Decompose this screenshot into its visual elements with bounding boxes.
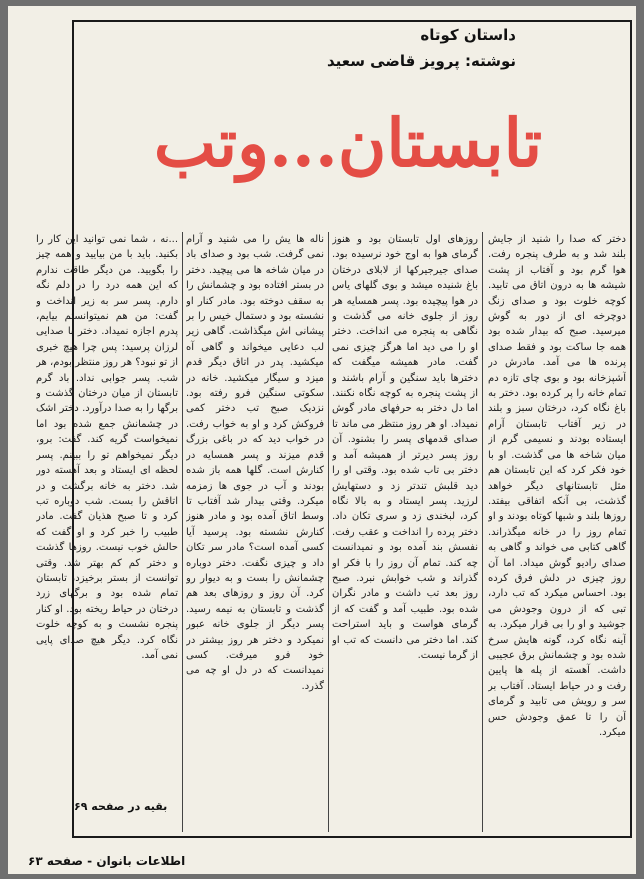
column-divider — [328, 232, 329, 832]
text-column-1 — [488, 232, 626, 837]
column-text: دختر که صدا را شنید از جایش بلند شد و به طرف پنجره رفت. هوا گرم بود و آفتاب از پشت شیشه ها به درون اتاق می تابید. کوچه خلوت بود و صدای زنگ دوچرخه ای از دور به گوش میرسید. صبح که بیدار شده بود همه جا ساکت بود و فقط صدای پرنده ها می آمد. مادرش در آشپزخانه بود و بوی چای تازه دم تمام خانه را پر کرده بود. دختر به باغ نگاه کرد، درختان سبز و بلند در زیر آفتاب تابستان آرام ایستاده بودند و نسیمی گرم از میان شاخه ها می گذشت. او با خود فکر کرد که این تابستان هم مثل تابستانهای دیگر خواهد گذشت، بی آنکه اتفاقی بیفتد. روزها بلند و شبها کوتاه بودند و او تمام روز را در خانه میگذراند. گاهی کتابی می خواند و گاهی به صدای رادیو گوش میداد. اما آن روز چیزی در دلش فرق کرده بود. احساس میکرد که تب دارد، تبی که از درون وجودش می جوشید و او را بی قرار میکرد. به آینه نگاه کرد، گونه هایش سرخ شده بود و چشمانش برق عجیبی داشت. آهسته از پله ها پایین رفت و در حیاط ایستاد. آفتاب بر سر و رویش می تابید و گرمای آن را تا عمق وجودش حس میکرد. — [488, 234, 626, 738]
text-column-3 — [186, 232, 324, 837]
column-text: ...نه ، شما نمی توانید این کار را بکنید. باید با من بیایید و همه چیز را بگویید. من دیگر طاقت ندارم که این همه درد را در دلم نگه دارم. پسر سر به زیر انداخت و گفت: من هم نمیتوانستم بیایم، پدرم اجازه نمیداد. دختر با صدایی لرزان پرسید: پس چرا هیچ خبری از تو نبود؟ هر روز منتظر بودم، هر شب. پسر جوابی نداد. باد گرم تابستان از میان درختان گذشت و برگها را به صدا درآورد. دختر اشک در چشمانش جمع شده بود اما نمیخواست گریه کند. گفت: برو، دیگر نمیخواهم تو را ببینم. پسر لحظه ای ایستاد و بعد آهسته دور شد. دختر به خانه برگشت و در اتاقش را بست. شب دوباره تب کرد و تا صبح هذیان گفت. مادر طبیب را خبر کرد و او گفت که حالش خوب نیست. روزها گذشت و دختر کم کم بهتر شد. وقتی توانست از بستر برخیزد، تابستان تمام شده بود و برگهای زرد درختان در حیاط ریخته بود. او کنار پنجره نشست و به کوچه خلوت نگاه کرد. دیگر هیچ صدای پایی نمی آمد. — [36, 234, 178, 661]
story-type-label: داستان کوتاه — [420, 26, 516, 44]
column-divider — [182, 232, 183, 832]
story-title: تابستان...وتب — [153, 104, 543, 182]
text-column-4 — [36, 232, 178, 792]
column-text: ناله ها یش را می شنید و آرام نمی گرفت. شب بود و صدای باد در میان شاخه ها می پیچید. دختر در بستر افتاده بود و چشمانش را به سقف دوخته بود. مادر کنار او نشسته بود و دستمال خیس را بر پیشانی اش میگذاشت. گاهی زیر لب دعایی میخواند و گاهی آه میکشید. پدر در اتاق دیگر قدم میزد و سیگار میکشید. خانه در سکوتی سنگین فرو رفته بود. نزدیک صبح تب دختر کمی فروکش کرد و او به خواب رفت. در خواب دید که در باغی بزرگ قدم میزند و پسر همسایه در کنارش است. گلها همه باز شده بودند و آب در جوی ها زمزمه میکرد. وقتی بیدار شد آفتاب تا وسط اتاق آمده بود و مادر هنوز کنارش نشسته بود. پرسید آیا کسی آمده است؟ مادر سر تکان داد و چیزی نگفت. دختر دوباره چشمانش را بست و به دیوار رو کرد. آن روز و روزهای بعد هم گذشت و تابستان به نیمه رسید. پسر دیگر از جلوی خانه عبور نمیکرد و دختر هر روز بیشتر در خود فرو میرفت. کسی نمیدانست که در دل او چه می گذرد. — [186, 234, 324, 692]
continued-note: بقیه در صفحه ۶۹ — [74, 800, 168, 813]
column-text: روزهای اول تابستان بود و هنوز گرمای هوا به اوج خود نرسیده بود. صدای جیرجیرکها از لابلای درختان باغ شنیده میشد و بوی گلهای یاس در هوا پیچیده بود. پسر همسایه هر روز از جلوی خانه می گذشت و نگاهی به پنجره می انداخت. دختر او را می دید اما هرگز چیزی نمی گفت. مادر همیشه میگفت که دخترها باید سنگین و آرام باشند و از پشت پنجره به کوچه نگاه نکنند. اما دل دختر به حرفهای مادر گوش نمیداد. او هر روز منتظر می ماند تا صدای قدمهای پسر را بشنود. آن روز پسر دیرتر از همیشه آمد و دختر بی تاب شده بود. وقتی او را دید قلبش تندتر زد و دستهایش لرزید. پسر ایستاد و به بالا نگاه کرد، لبخندی زد و سری تکان داد. دختر پرده را انداخت و عقب رفت. نفسش بند آمده بود و نمیدانست چه کند. تمام آن روز را با فکر او گذراند و شب خوابش نبرد. صبح روز بعد تب داشت و مادر نگران شده بود. طبیب آمد و گفت که از گرمای هواست و باید استراحت کند. اما دختر می دانست که تب او از گرما نیست. — [332, 234, 478, 661]
page-footer: اطلاعات بانوان - صفحه ۶۳ — [28, 854, 186, 868]
author-byline: نوشته: پرویز قاضی سعید — [326, 52, 516, 70]
column-divider — [482, 232, 483, 832]
magazine-page — [8, 6, 636, 874]
text-column-2 — [332, 232, 478, 837]
